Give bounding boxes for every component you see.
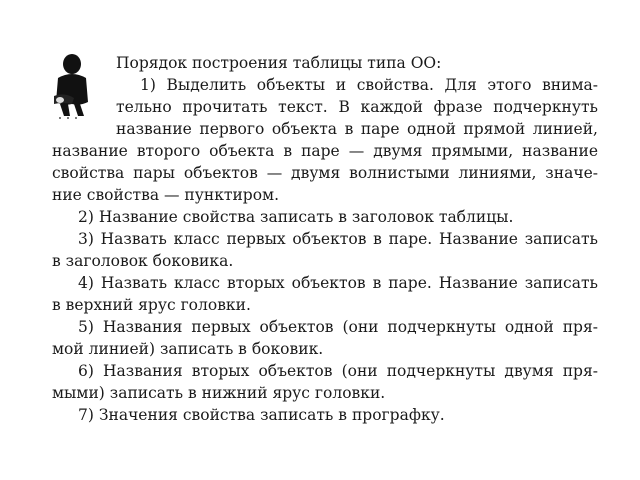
text-line: в заголовок боковика. <box>52 252 234 270</box>
text-line: в верхний ярус головки. <box>52 296 251 314</box>
text-line: название первого объекта в паре одной прямой линией, <box>116 120 598 138</box>
text-line: 1) Выделить объекты и свойства. Для этого внима- <box>140 76 598 94</box>
text-line: мыми) записать в нижний ярус головки. <box>52 384 386 402</box>
text-line: 2) Название свойства записать в заголовок таблицы. <box>78 208 514 226</box>
text-line: 5) Названия первых объектов (они подчеркнуты одной пря- <box>78 318 598 336</box>
text-line: 4) Назвать класс вторых объектов в паре. Название записать <box>78 274 598 292</box>
reader-figure-icon <box>50 52 94 120</box>
text-line: 3) Назвать класс первых объектов в паре. Название записать <box>78 230 598 248</box>
text-line: свойства пары объектов — двумя волнистыми линиями, значе- <box>52 164 598 182</box>
text-line: мой линией) записать в боковик. <box>52 340 324 358</box>
text-line: 7) Значения свойства записать в прографку. <box>78 406 445 424</box>
text-line: тельно прочитать текст. В каждой фразе подчеркнуть <box>116 98 598 116</box>
text-line: 6) Названия вторых объектов (они подчеркнуты двумя пря- <box>78 362 598 380</box>
document-heading: Порядок построения таблицы типа ОО: <box>116 54 442 72</box>
text-line: ние свойства — пунктиром. <box>52 186 280 204</box>
text-line: название второго объекта в паре — двумя прямыми, название <box>52 142 598 160</box>
